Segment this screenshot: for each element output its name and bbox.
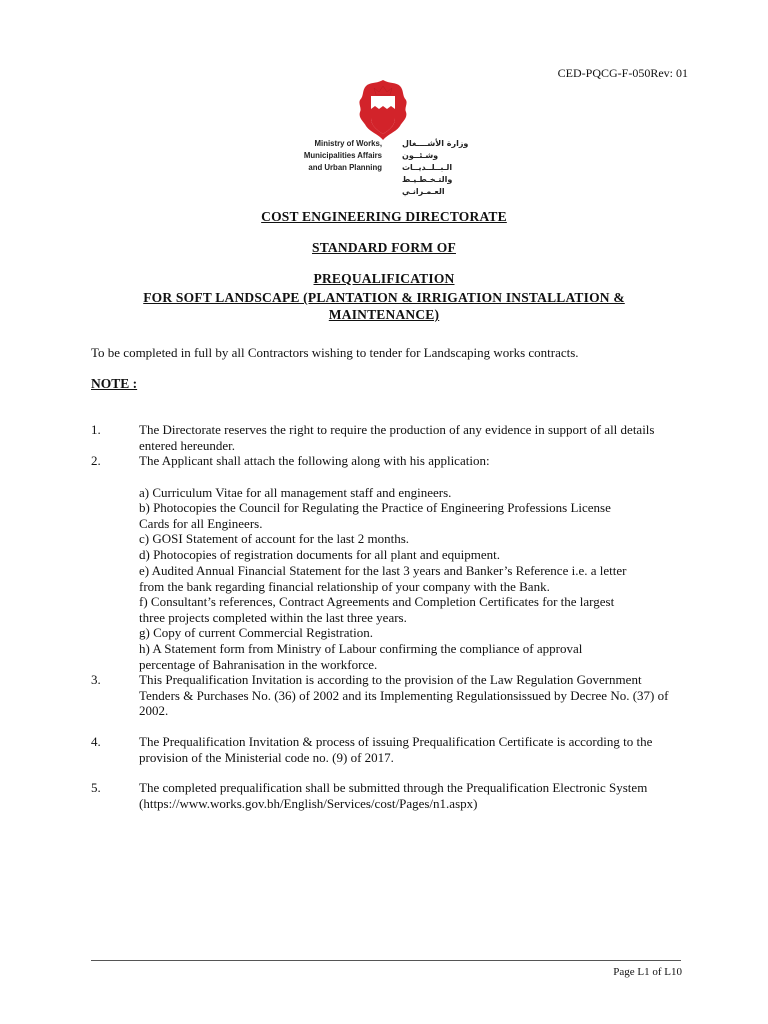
list-item [91,734,681,765]
list-item [91,672,681,719]
item-text: This Prequalification Invitation is according to the provision of the Law Regulation Government Tenders & Purchases No. (36) of 2002 and its Implementing Regulationsissued by Decree No. (37) of 2002. [139,672,669,719]
attachment-item: e) Audited Annual Financial Statement for the last 3 years and Banker’s Reference i.e. a letter from the bank regarding financial relationship of your company with the Bank. [139,563,627,594]
item-text: The Directorate reserves the right to require the production of any evidence in support of all details entered hereunder. [139,422,655,453]
item-number: 3. [91,672,101,687]
item-number: 5. [91,780,101,795]
list-item [91,780,681,811]
logo-english-text: Ministry of Works, Municipalities Affairs and Urban Planning [303,139,382,172]
list-item [91,453,681,469]
item-text: The Prequalification Invitation & process of issuing Prequalification Certificate is according to the provision of the Ministerial code no. (9) of 2017. [139,734,653,765]
attachment-item: d) Photocopies of registration documents for all plant and equipment. [139,547,501,562]
note-label: NOTE : [91,376,138,391]
item-number: 2. [91,453,101,468]
bahrain-crest-icon [352,78,414,142]
attachment-item: b) Photocopies the Council for Regulating the Practice of Engineering Professions License Cards for all Engineers. [139,500,611,531]
list-item [91,422,681,453]
attachment-item: f) Consultant’s references, Contract Agreements and Completion Certificates for the largest three projects completed within the last three years. [139,594,615,625]
form-heading: STANDARD FORM OF [312,240,456,255]
logo-arabic-text: وزارة الأشــــغال وشـئــون الـبــلــديــات والتـخـطـيـط العـمـرانـي [402,139,469,196]
item-number: 4. [91,734,101,749]
attachment-item: g) Copy of current Commercial Registration. [139,625,373,640]
item-text: The Applicant shall attach the following along with his application: [139,453,490,468]
intro-text: To be completed in full by all Contractors wishing to tender for Landscaping works contracts. [91,345,579,360]
footer-divider [91,960,681,961]
form-reference: CED-PQCG-F-050Rev: 01 [557,66,688,80]
ministry-logo [284,78,484,196]
directorate-heading: COST ENGINEERING DIRECTORATE [261,209,507,224]
item-number: 1. [91,422,101,437]
attachment-item: c) GOSI Statement of account for the last 2 months. [139,531,410,546]
scope-heading-line2: MAINTENANCE) [328,307,440,322]
item-text: The completed prequalification shall be submitted through the Prequalification Electronic System (https://www.works.gov.bh/English/Services/cost/Pages/n1.aspx) [139,780,648,811]
prequalification-heading: PREQUALIFICATION [313,271,455,286]
attachment-item: h) A Statement form from Ministry of Labour confirming the compliance of approval percentage of Bahranisation in the workforce. [139,641,583,672]
scope-heading-line1: FOR SOFT LANDSCAPE (PLANTATION & IRRIGATION INSTALLATION & [143,290,625,305]
attachment-item: a) Curriculum Vitae for all management staff and engineers. [139,485,452,500]
page-number: Page L1 of L10 [613,966,682,978]
